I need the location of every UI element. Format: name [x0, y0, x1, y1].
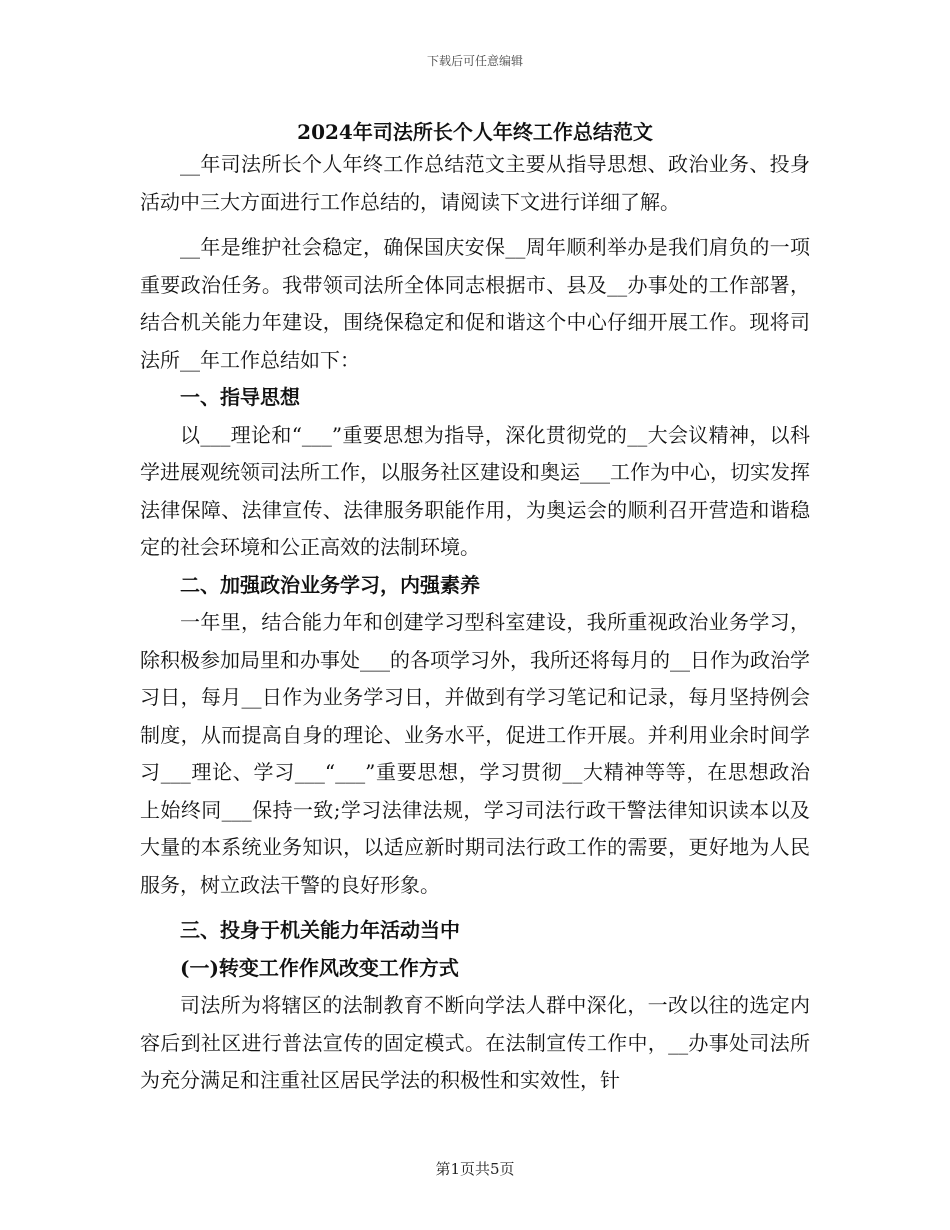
document-body — [140, 146, 810, 1100]
document-title: 2024年司法所长个人年终工作总结范文 — [297, 120, 653, 144]
section-heading: 三、投身于机关能力年活动当中 — [180, 918, 460, 942]
body-paragraph: 一年里，结合能力年和创建学习型科室建设，我所重视政治业务学习，除积极参加局里和办事处___的各项学习外，我所还将每月的__日作为政治学习日，每月__日作为业务学习日，并做到有学习笔记和记录，每月坚持例会制度，从而提高自身的理论、业务水平，促进工作开展。并利用业余时间学习___理论、学习___“___”重要思想，学习贯彻__大精神等等，在思想政治上始终同___保持一致;学习法律法规，学习司法行政干警法律知识读本以及大量的本系统业务知识，以适应新时期司法行政工作的需要，更好地为人民服务，树立政法干警的良好形象。 — [140, 610, 810, 897]
page-header: 下载后可任意编辑 — [426, 54, 523, 68]
page-footer: 第1页共5页 — [435, 1160, 515, 1178]
body-paragraph: __年是维护社会稳定，确保国庆安保__周年顺利举办是我们肩负的一项重要政治任务。我带领司法所全体同志根据市、县及__办事处的工作部署，结合机关能力年建设，围绕保稳定和促和谐这个中心仔细开展工作。现将司法所__年工作总结如下： — [140, 235, 810, 372]
subsection-heading: (一)转变工作作风改变工作方式 — [180, 955, 459, 980]
section-heading: 二、加强政治业务学习，内强素养 — [180, 572, 480, 597]
section-heading: 一、指导思想 — [180, 385, 300, 409]
intro-paragraph: __年司法所长个人年终工作总结范文主要从指导思想、政治业务、投身活动中三大方面进行工作总结的，请阅读下文进行详细了解。 — [140, 152, 810, 214]
body-paragraph: 司法所为将辖区的法制教育不断向学法人群中深化，一改以往的选定内容后到社区进行普法宣传的固定模式。在法制宣传工作中，__办事处司法所为充分满足和注重社区居民学法的积极性和实效性，针 — [140, 993, 810, 1092]
body-paragraph: 以___理论和“___”重要思想为指导，深化贯彻党的__大会议精神，以科学进展观统领司法所工作，以服务社区建设和奥运___工作为中心，切实发挥法律保障、法律宣传、法律服务职能作用，为奥运会的顺利召开营造和谐稳定的社会环境和公正高效的法制环境。 — [140, 422, 810, 559]
